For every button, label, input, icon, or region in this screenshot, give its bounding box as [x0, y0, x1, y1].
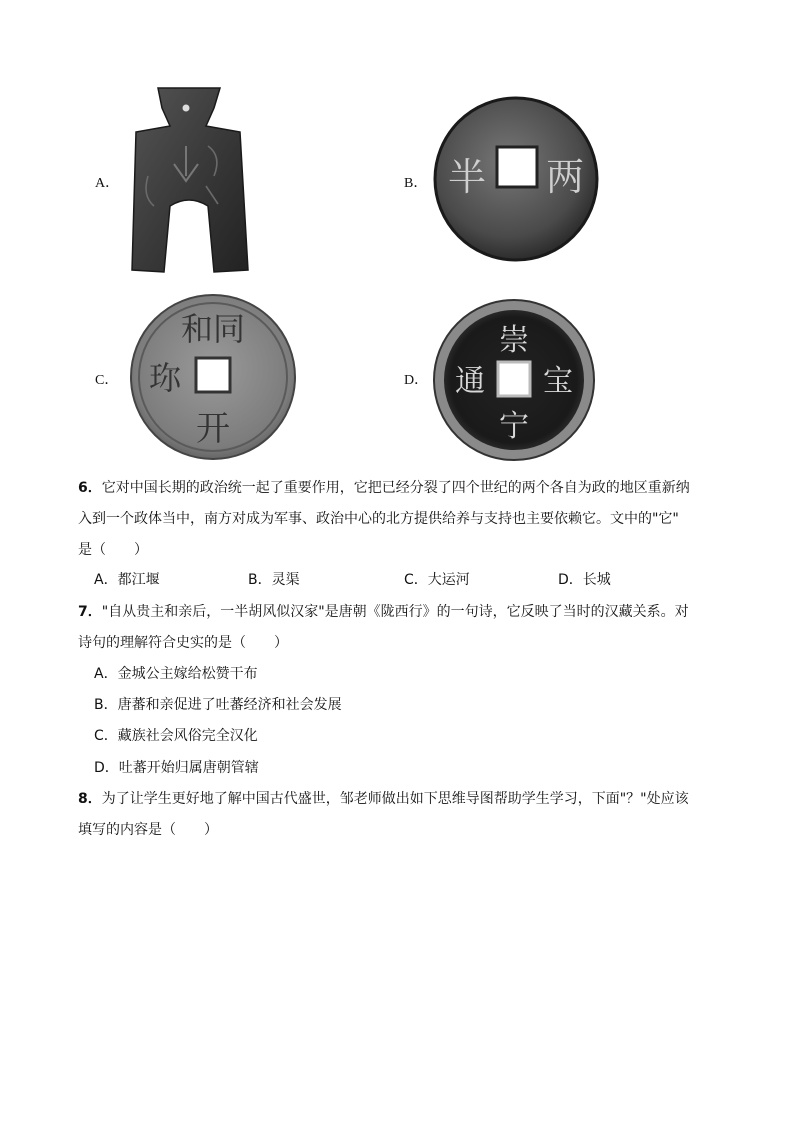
q7-line-2: 诗句的理解符合史实的是（ ） — [78, 635, 288, 651]
q8-line-2: 填写的内容是（ ） — [78, 822, 218, 838]
coin-c-glyph-top: 和同 — [180, 310, 246, 348]
q8-number: 8． — [78, 791, 102, 807]
coin-b-glyph-right: 两 — [545, 155, 585, 199]
coin-d-glyph-right: 宝 — [543, 364, 573, 399]
q6-option-c[interactable]: C．大运河 — [404, 572, 470, 588]
q6-option-b[interactable]: B．灵渠 — [248, 572, 300, 588]
option-d-label: D． — [404, 373, 429, 388]
option-c-label: C． — [95, 373, 119, 388]
q6-line-3: 是（ ） — [78, 542, 148, 558]
coin-c-glyph-left: 珎 — [148, 359, 182, 397]
coin-d-glyph-left: 通 — [455, 364, 485, 399]
q7-option-c[interactable]: C．藏族社会风俗完全汉化 — [94, 728, 258, 744]
coin-c-glyph-bottom: 开 — [196, 409, 230, 449]
q6-number: 6． — [78, 480, 102, 496]
coin-b-glyph-left: 半 — [447, 155, 487, 199]
hetong-coin-image — [128, 292, 298, 462]
coin-d-glyph-bottom: 宁 — [499, 409, 529, 444]
banliang-coin-image — [432, 95, 600, 263]
q7-line-1: 7．"自从贵主和亲后，一半胡风似汉家"是唐朝《陇西行》的一句诗，它反映了当时的汉藏关系。对 — [78, 604, 689, 620]
q8-line-1: 8．为了让学生更好地了解中国古代盛世，邹老师做出如下思维导图帮助学生学习，下面"？"处应该 — [78, 791, 689, 807]
q7-option-b[interactable]: B．唐蕃和亲促进了吐蕃经济和社会发展 — [94, 697, 342, 713]
coin-d-glyph-top: 崇 — [499, 323, 529, 358]
q7-option-d[interactable]: D．吐蕃开始归属唐朝管辖 — [94, 760, 259, 776]
q6-line-2: 入到一个政体当中，南方对成为军事、政治中心的北方提供给养与支持也主要依赖它。文中的"它" — [78, 511, 679, 527]
option-a-label: A． — [95, 176, 120, 191]
option-b-label: B． — [404, 176, 428, 191]
spade-coin-image — [128, 86, 250, 276]
q7-option-a[interactable]: A．金城公主嫁给松赞干布 — [94, 666, 258, 682]
q7-number: 7． — [78, 604, 102, 620]
q6-line-1: 6．它对中国长期的政治统一起了重要作用，它把已经分裂了四个世纪的两个各自为政的地区重新纳 — [78, 480, 690, 496]
q6-option-a[interactable]: A．都江堰 — [94, 572, 160, 588]
chongzhen-coin-image — [432, 298, 596, 462]
q6-option-d[interactable]: D．长城 — [558, 572, 611, 588]
